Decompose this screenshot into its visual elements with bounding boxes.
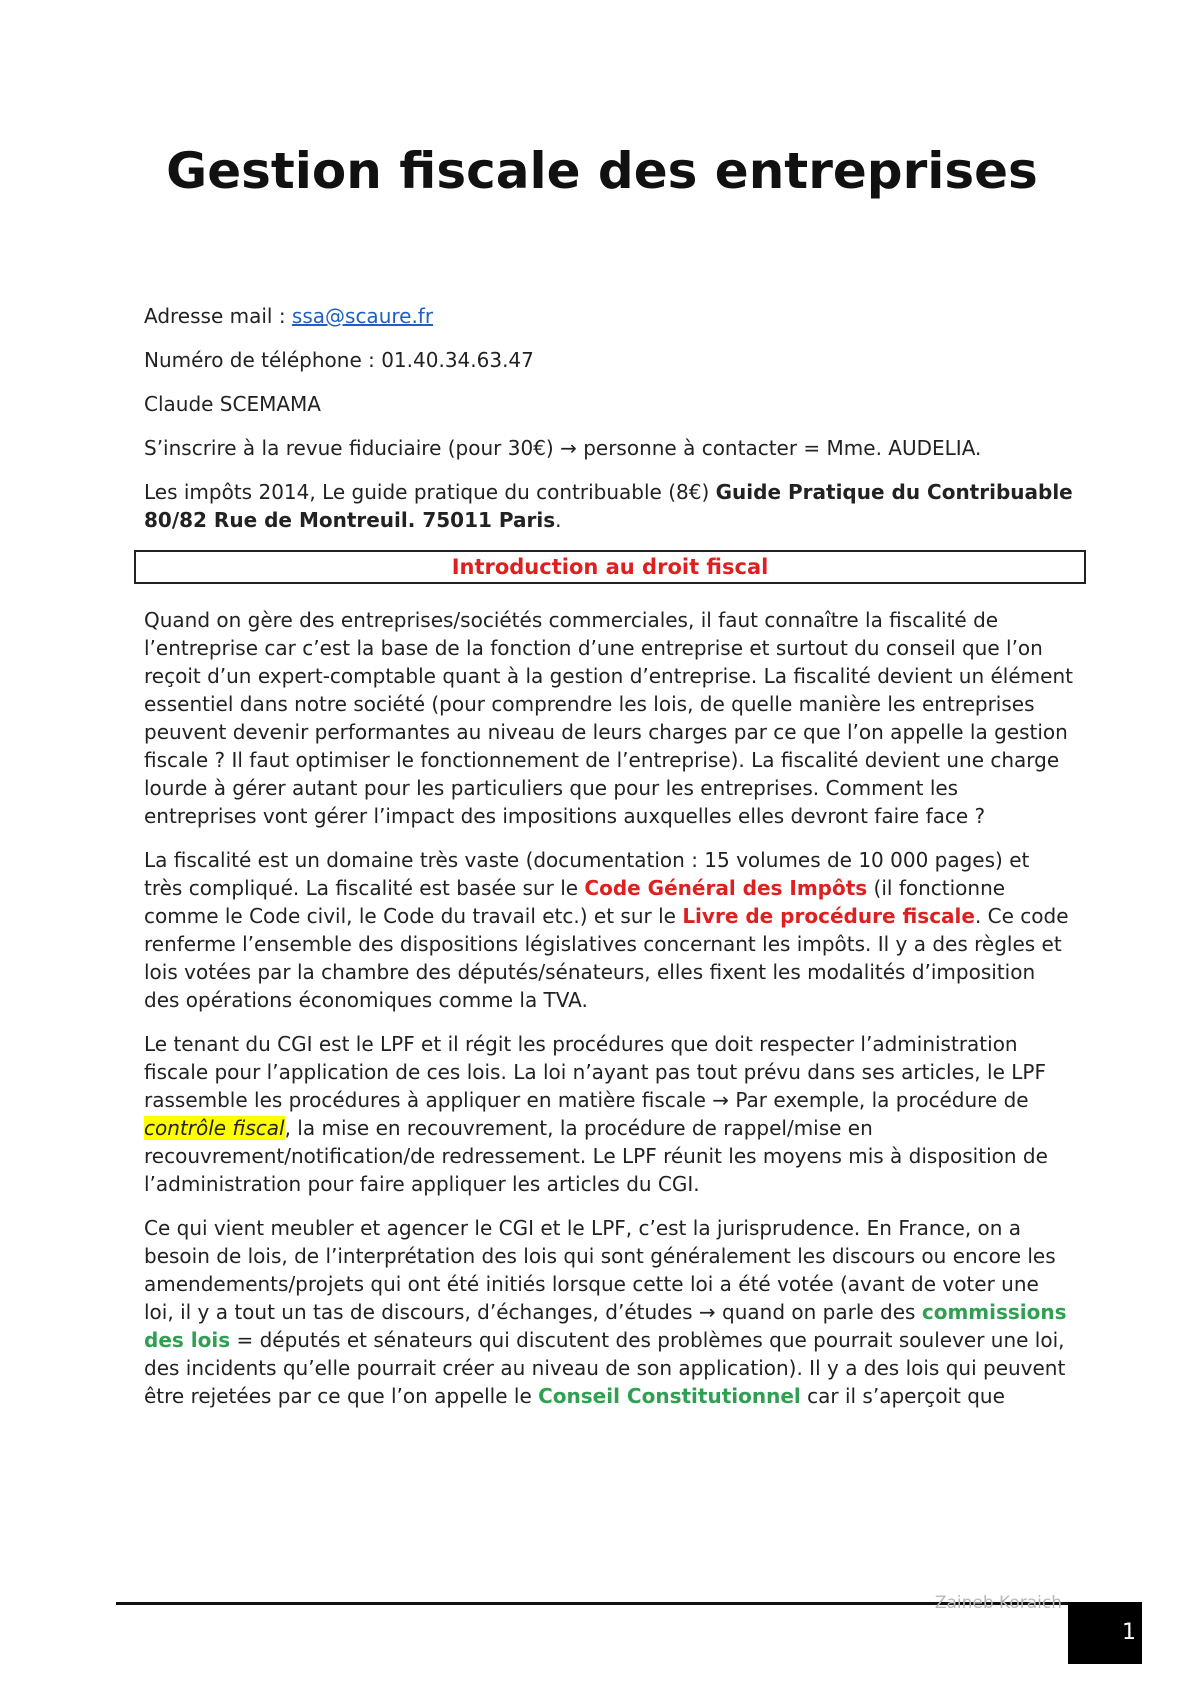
p4-text-c: car il s’aperçoit que (800, 1384, 1005, 1408)
section-heading: Introduction au droit fiscal (134, 550, 1086, 584)
page-number-box (1068, 1602, 1142, 1664)
email-link[interactable]: ssa@scaure.fr (291, 304, 434, 328)
p3-text-a: Le tenant du CGI est le LPF et il régit les procédures que doit respecter l’administration fiscale pour l’application de ces lois. La loi n’ayant pas tout prévu dans ses articles, le LPF rassemble les procédures à appliquer en matière fiscale → Par exemple, la procédure de (144, 1032, 1046, 1112)
phone-line: Numéro de téléphone : 01.40.34.63.47 (144, 348, 534, 372)
paragraph-1: Quand on gère des entreprises/sociétés commerciales, il faut connaître la fiscalité de l’entreprise car c’est la base de la fonction d’une entreprise et surtout du conseil que l’on reçoit d’un expert-comptable quant à la gestion d’entreprise. La fiscalité devient un élément essentiel dans notre société (pour comprendre les lois, de quelle manière les entreprises peuvent devenir performantes au niveau de leurs charges par ce que l’on appelle la gestion fiscale ? Il faut optimiser le fonctionnement de l’entreprise). La fiscalité devient une charge lourde à gérer autant pour les particuliers que pour les entreprises. Comment les entreprises vont gérer l’impact des impositions auxquelles elles devront faire face ? (144, 608, 1073, 828)
footer-author: Zaineb Koraich (934, 1593, 1062, 1613)
document-body (144, 302, 1074, 1426)
paragraph-4 (144, 1214, 1074, 1410)
term-commissions: commissions des lois (144, 1300, 1067, 1352)
p4-text-a: Ce qui vient meubler et agencer le CGI et le LPF, c’est la jurisprudence. En France, on a besoin de lois, de l’interprétation des lois qui sont généralement les discours ou encore les amendements/projets qui ont été initiés lorsque cette loi a été votée (avant de voter une loi, il y a tout un tas de discours, d’échanges, d’études → quand on parle des (144, 1216, 1056, 1324)
email-line (144, 302, 1074, 330)
term-conseil: Conseil Constitutionnel (538, 1384, 801, 1408)
guide-address: Guide Pratique du Contribuable 80/82 Rue de Montreuil. 75011 Paris (144, 480, 1073, 532)
term-cgi: Code Général des Impôts (584, 876, 868, 900)
term-lpf: Livre de procédure fiscale (682, 904, 975, 928)
p2-text-b: (il fonctionne comme le Code civil, le Code du travail etc.) et sur le (144, 876, 1006, 928)
paragraph-2 (144, 846, 1074, 1014)
p2-text-a: La fiscalité est un domaine très vaste (documentation : 15 volumes de 10 000 pages) et très compliqué. La fiscalité est basée sur le (144, 848, 1030, 900)
paragraph-3 (144, 1030, 1074, 1198)
email-label: Adresse mail : (144, 304, 292, 328)
guide-prefix: Les impôts 2014, Le guide pratique du contribuable (8€) (144, 480, 716, 504)
guide-end: . (555, 508, 562, 532)
contact-name: Claude SCEMAMA (144, 392, 321, 416)
subscribe-line: S’inscrire à la revue fiduciaire (pour 30€) → personne à contacter = Mme. AUDELIA. (144, 436, 982, 460)
page-title: Gestion fiscale des entreprises (166, 142, 1038, 200)
guide-line (144, 478, 1074, 534)
p2-text-c: . Ce code renferme l’ensemble des dispositions législatives concernant les impôts. Il y a des règles et lois votées par la chambre des députés/sénateurs, elles fixent les modalités d’imposition des opérations économiques comme la TVA. (144, 904, 1069, 1012)
p3-text-b: , la mise en recouvrement, la procédure de rappel/mise en recouvrement/notification/de redressement. Le LPF réunit les moyens mis à disposition de l’administration pour faire appliquer les articles du CGI. (144, 1116, 1048, 1196)
page-number: 1 (1122, 1620, 1136, 1645)
p4-text-b: = députés et sénateurs qui discutent des problèmes que pourrait soulever une loi, des incidents qu’elle pourrait créer au niveau de son application). Il y a des lois qui peuvent être rejetées par ce que l’on appelle le (144, 1328, 1066, 1408)
highlight-controle-fiscal: contrôle fiscal (144, 1116, 285, 1140)
